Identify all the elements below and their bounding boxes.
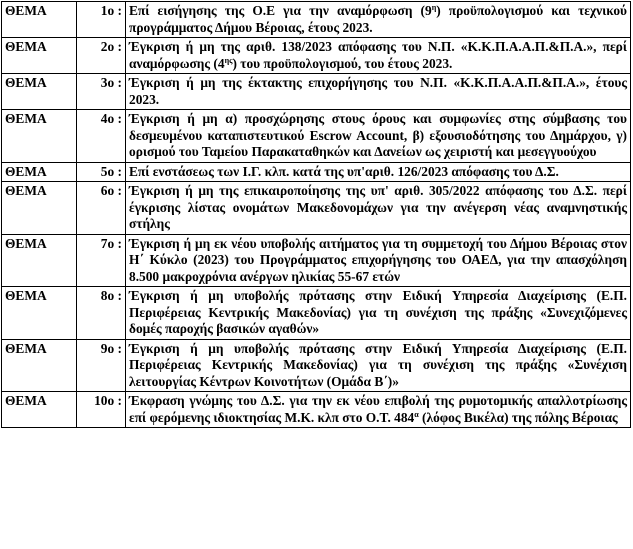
description-text: Έγκριση ή μη υποβολής πρότασης στην Ειδική Υπηρεσία Διαχείρισης (Ε.Π. Περιφέρειας Κεντρικής Μακεδονίας) για τη συνέχιση της πράξης «Συνέχιση λειτουργίας Κέντρων Κοινοτήτων (Ομάδα Β΄)» xyxy=(129,340,627,389)
topic-description xyxy=(126,287,631,340)
topic-description xyxy=(126,162,631,182)
ordinal-superscript: η xyxy=(431,3,437,12)
description-text: (λόφος Βικέλα) της πόλης Βέροιας xyxy=(418,409,618,425)
topic-number: 9ο : xyxy=(77,339,126,392)
topic-label: ΘΕΜΑ xyxy=(2,162,77,182)
topic-label: ΘΕΜΑ xyxy=(2,182,77,235)
agenda-table xyxy=(1,1,631,428)
agenda-row xyxy=(2,74,631,110)
description-text: ) προϋπολογισμού και τεχνικού προγράμματος Δήμου Βέροιας, έτους 2023. xyxy=(129,3,627,35)
description-text: ) του προϋπολογισμού, του έτους 2023. xyxy=(232,55,453,71)
topic-label: ΘΕΜΑ xyxy=(2,38,77,74)
topic-description xyxy=(126,2,631,38)
topic-number: 3ο : xyxy=(77,74,126,110)
topic-description xyxy=(126,392,631,428)
agenda-table-body xyxy=(2,2,631,428)
description-text: Έκφραση γνώμης του Δ.Σ. για την εκ νέου επιβολή της ρυμοτομικής απαλλοτρίωσης επί φερόμενης ιδιοκτησίας Μ.Κ. κλπ στο Ο.Τ. 484 xyxy=(129,393,627,425)
topic-label: ΘΕΜΑ xyxy=(2,339,77,392)
agenda-row xyxy=(2,392,631,428)
agenda-row xyxy=(2,182,631,235)
topic-label: ΘΕΜΑ xyxy=(2,110,77,163)
topic-label: ΘΕΜΑ xyxy=(2,287,77,340)
description-text: Έγκριση ή μη της επικαιροποίησης της υπ' αριθ. 305/2022 απόφασης του Δ.Σ. περί έγκρισης λίστας ονομάτων Μακεδονομάχων για την ανέγερση νέας αναμνηστικής στήλης xyxy=(129,183,627,231)
topic-number: 8ο : xyxy=(77,287,126,340)
ordinal-superscript: ης xyxy=(224,55,233,65)
description-text: Έγκριση ή μη εκ νέου υποβολής αιτήματος για τη συμμετοχή του Δήμου Βέροιας στον Η΄ Κύκλο (2023) του Προγράμματος επιχορήγησης του ΟΑΕΔ, για την απασχόληση 8.500 μακροχρόνια ανέργων ηλικίας 55-67 ετών xyxy=(129,235,627,284)
ordinal-superscript: α xyxy=(414,409,419,419)
topic-number: 6ο : xyxy=(77,182,126,235)
topic-number: 1ο : xyxy=(77,2,126,38)
agenda-row xyxy=(2,339,631,392)
description-text: Έγκριση ή μη υποβολής πρότασης στην Ειδική Υπηρεσία Διαχείρισης (Ε.Π. Περιφέρειας Κεντρικής Μακεδονίας) για τη συνέχιση της πράξης «Συνεχιζόμενες δομές παροχής βασικών αγαθών» xyxy=(129,288,627,336)
agenda-row xyxy=(2,38,631,74)
topic-label: ΘΕΜΑ xyxy=(2,392,77,428)
agenda-row xyxy=(2,287,631,340)
agenda-row xyxy=(2,110,631,163)
topic-number: 7ο : xyxy=(77,234,126,287)
topic-description xyxy=(126,74,631,110)
topic-label: ΘΕΜΑ xyxy=(2,74,77,110)
topic-description xyxy=(126,234,631,287)
agenda-row xyxy=(2,234,631,287)
topic-description xyxy=(126,182,631,235)
topic-label: ΘΕΜΑ xyxy=(2,2,77,38)
topic-description xyxy=(126,110,631,163)
topic-number: 4ο : xyxy=(77,110,126,163)
topic-description xyxy=(126,339,631,392)
topic-number: 2ο : xyxy=(77,38,126,74)
description-text: Επί εισήγησης της Ο.Ε για την αναμόρφωση (9 xyxy=(129,3,432,18)
topic-label: ΘΕΜΑ xyxy=(2,234,77,287)
agenda-row xyxy=(2,162,631,182)
description-text: Έγκριση ή μη της έκτακτης επιχορήγησης του Ν.Π. «Κ.Κ.Π.Α.Α.Π.&Π.Α.», έτους 2023. xyxy=(129,75,627,107)
description-text: Έγκριση ή μη α) προσχώρησης στους όρους και συμφωνίες στης σύμβασης του δεσμευμένου καταπιστευτικού Escrow Account, β) εξουσιοδότησης του Δημάρχου, γ) ορισμού του Ταμείου Παρακαταθηκών και Δανείων ως χειριστή και μεσεγγυούχου xyxy=(129,111,627,159)
topic-description xyxy=(126,38,631,74)
topic-number: 10ο : xyxy=(77,392,126,428)
description-text: Επί ενστάσεως των Ι.Γ. κλπ. κατά της υπ'αριθ. 126/2023 απόφασης του Δ.Σ. xyxy=(129,163,559,179)
description-text: Έγκριση ή μη της αριθ. 138/2023 απόφασης του Ν.Π. «Κ.Κ.Π.Α.Α.Π.&Π.Α.», περί αναμόρφωσης (4 xyxy=(129,39,627,71)
agenda-row xyxy=(2,2,631,38)
topic-number: 5ο : xyxy=(77,162,126,182)
